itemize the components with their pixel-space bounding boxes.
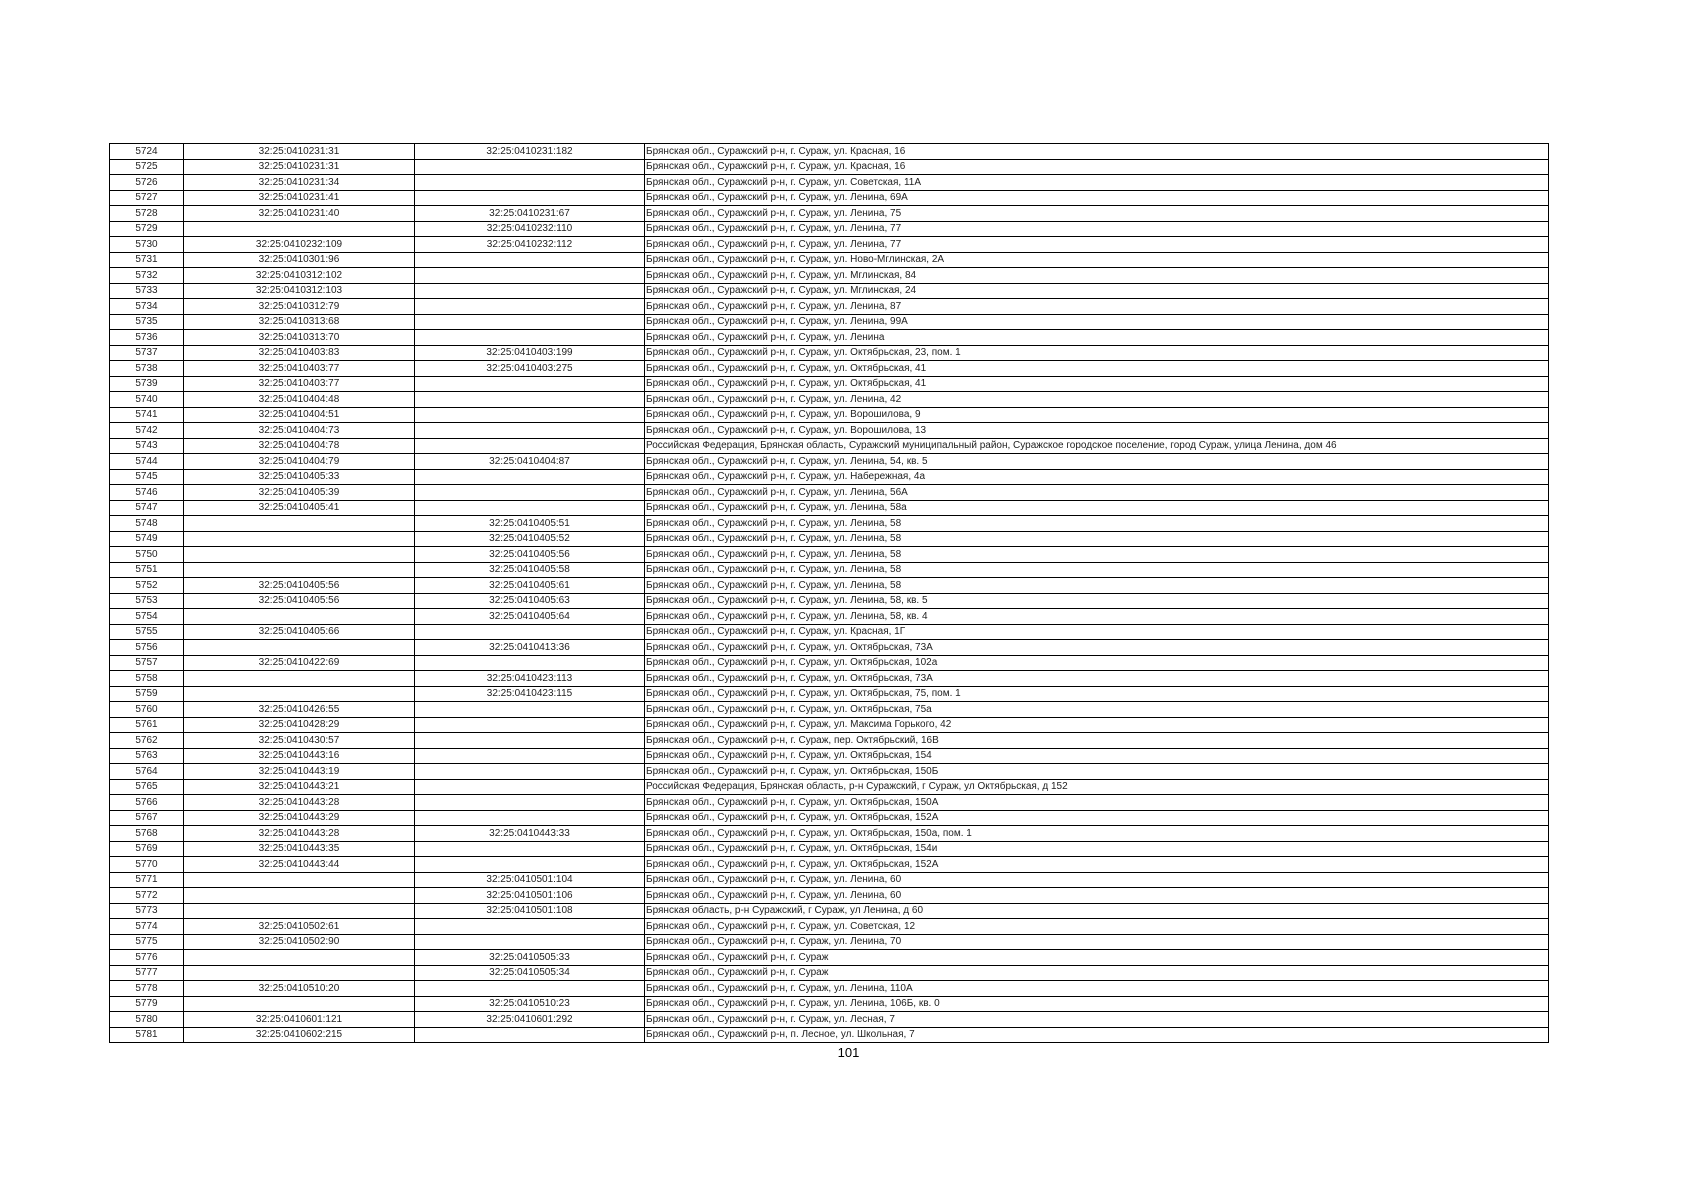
- row-number-cell: 5776: [110, 950, 184, 966]
- table-row: [110, 686, 1549, 702]
- object-cadastral-number-cell: [415, 764, 645, 780]
- address-cell: Брянская обл., Суражский р-н, г. Сураж, ул. Ленина, 58, кв. 5: [645, 593, 1549, 609]
- object-cadastral-number-cell: [415, 299, 645, 315]
- table-row: [110, 655, 1549, 671]
- land-cadastral-number-cell: 32:25:0410232:109: [184, 237, 415, 253]
- row-number-cell: 5761: [110, 717, 184, 733]
- object-cadastral-number-cell: 32:25:0410231:182: [415, 144, 645, 160]
- table-row: [110, 376, 1549, 392]
- address-cell: Брянская обл., Суражский р-н, г. Сураж, ул. Ленина, 106Б, кв. 0: [645, 996, 1549, 1012]
- object-cadastral-number-cell: [415, 500, 645, 516]
- object-cadastral-number-cell: 32:25:0410405:63: [415, 593, 645, 609]
- land-cadastral-number-cell: 32:25:0410312:103: [184, 283, 415, 299]
- land-cadastral-number-cell: [184, 671, 415, 687]
- object-cadastral-number-cell: 32:25:0410601:292: [415, 1012, 645, 1028]
- address-cell: Брянская обл., Суражский р-н, г. Сураж, ул. Максима Горького, 42: [645, 717, 1549, 733]
- object-cadastral-number-cell: [415, 423, 645, 439]
- address-cell: Брянская обл., Суражский р-н, г. Сураж, ул. Октябрьская, 102а: [645, 655, 1549, 671]
- object-cadastral-number-cell: [415, 748, 645, 764]
- row-number-cell: 5750: [110, 547, 184, 563]
- address-cell: Брянская обл., Суражский р-н, г. Сураж, ул. Мглинская, 84: [645, 268, 1549, 284]
- row-number-cell: 5727: [110, 190, 184, 206]
- row-number-cell: 5770: [110, 857, 184, 873]
- land-cadastral-number-cell: 32:25:0410405:39: [184, 485, 415, 501]
- table-row: [110, 423, 1549, 439]
- table-row: [110, 640, 1549, 656]
- object-cadastral-number-cell: 32:25:0410501:104: [415, 872, 645, 888]
- land-cadastral-number-cell: [184, 888, 415, 904]
- address-cell: Брянская обл., Суражский р-н, г. Сураж, ул. Советская, 12: [645, 919, 1549, 935]
- table-row: [110, 562, 1549, 578]
- row-number-cell: 5777: [110, 965, 184, 981]
- land-cadastral-number-cell: 32:25:0410443:35: [184, 841, 415, 857]
- row-number-cell: 5733: [110, 283, 184, 299]
- row-number-cell: 5743: [110, 438, 184, 454]
- table-row: [110, 888, 1549, 904]
- table-row: [110, 500, 1549, 516]
- object-cadastral-number-cell: [415, 733, 645, 749]
- address-cell: Брянская обл., Суражский р-н, г. Сураж, пер. Октябрьский, 16В: [645, 733, 1549, 749]
- table-row: [110, 810, 1549, 826]
- land-cadastral-number-cell: 32:25:0410405:33: [184, 469, 415, 485]
- table-row: [110, 702, 1549, 718]
- land-cadastral-number-cell: 32:25:0410502:61: [184, 919, 415, 935]
- address-cell: Брянская обл., Суражский р-н, г. Сураж, ул. Ленина, 99А: [645, 314, 1549, 330]
- land-cadastral-number-cell: 32:25:0410313:70: [184, 330, 415, 346]
- table-row: [110, 919, 1549, 935]
- land-cadastral-number-cell: 32:25:0410404:73: [184, 423, 415, 439]
- table-row: [110, 361, 1549, 377]
- object-cadastral-number-cell: [415, 810, 645, 826]
- land-cadastral-number-cell: [184, 872, 415, 888]
- address-cell: Брянская обл., Суражский р-н, г. Сураж, ул. Октябрьская, 41: [645, 361, 1549, 377]
- row-number-cell: 5754: [110, 609, 184, 625]
- address-cell: Брянская обл., Суражский р-н, г. Сураж, ул. Октябрьская, 152А: [645, 857, 1549, 873]
- object-cadastral-number-cell: 32:25:0410501:108: [415, 903, 645, 919]
- table-row: [110, 872, 1549, 888]
- row-number-cell: 5772: [110, 888, 184, 904]
- object-cadastral-number-cell: 32:25:0410404:87: [415, 454, 645, 470]
- land-cadastral-number-cell: 32:25:0410443:19: [184, 764, 415, 780]
- table-row: [110, 252, 1549, 268]
- table-row: [110, 190, 1549, 206]
- table-row: [110, 516, 1549, 532]
- object-cadastral-number-cell: 32:25:0410443:33: [415, 826, 645, 842]
- land-cadastral-number-cell: [184, 221, 415, 237]
- object-cadastral-number-cell: 32:25:0410501:106: [415, 888, 645, 904]
- row-number-cell: 5747: [110, 500, 184, 516]
- land-cadastral-number-cell: 32:25:0410426:55: [184, 702, 415, 718]
- address-cell: Брянская обл., Суражский р-н, г. Сураж, ул. Советская, 11А: [645, 175, 1549, 191]
- row-number-cell: 5752: [110, 578, 184, 594]
- row-number-cell: 5741: [110, 407, 184, 423]
- land-cadastral-number-cell: [184, 609, 415, 625]
- table-row: [110, 857, 1549, 873]
- table-row: [110, 795, 1549, 811]
- object-cadastral-number-cell: 32:25:0410505:34: [415, 965, 645, 981]
- object-cadastral-number-cell: 32:25:0410231:67: [415, 206, 645, 222]
- object-cadastral-number-cell: [415, 376, 645, 392]
- table-row: [110, 826, 1549, 842]
- address-cell: Брянская обл., Суражский р-н, г. Сураж, ул. Ленина, 110А: [645, 981, 1549, 997]
- table-row: [110, 392, 1549, 408]
- land-cadastral-number-cell: [184, 531, 415, 547]
- address-cell: Брянская обл., Суражский р-н, г. Сураж, ул. Ленина, 58: [645, 562, 1549, 578]
- address-cell: Брянская обл., Суражский р-н, г. Сураж, ул. Октябрьская, 154и: [645, 841, 1549, 857]
- land-cadastral-number-cell: 32:25:0410404:51: [184, 407, 415, 423]
- address-cell: Брянская обл., Суражский р-н, г. Сураж, ул. Ленина, 56А: [645, 485, 1549, 501]
- object-cadastral-number-cell: 32:25:0410505:33: [415, 950, 645, 966]
- page-number: 101: [837, 1045, 860, 1060]
- row-number-cell: 5745: [110, 469, 184, 485]
- land-cadastral-number-cell: 32:25:0410443:28: [184, 795, 415, 811]
- table-row: [110, 733, 1549, 749]
- table-row: [110, 345, 1549, 361]
- address-cell: Брянская обл., Суражский р-н, г. Сураж, ул. Ворошилова, 9: [645, 407, 1549, 423]
- table-row: [110, 469, 1549, 485]
- object-cadastral-number-cell: [415, 779, 645, 795]
- land-cadastral-number-cell: 32:25:0410443:28: [184, 826, 415, 842]
- row-number-cell: 5731: [110, 252, 184, 268]
- address-cell: Брянская обл., Суражский р-н, г. Сураж, ул. Ленина, 77: [645, 237, 1549, 253]
- table-row: [110, 1012, 1549, 1028]
- row-number-cell: 5729: [110, 221, 184, 237]
- object-cadastral-number-cell: [415, 438, 645, 454]
- address-cell: Брянская обл., Суражский р-н, г. Сураж, ул. Ленина, 87: [645, 299, 1549, 315]
- land-cadastral-number-cell: 32:25:0410231:40: [184, 206, 415, 222]
- object-cadastral-number-cell: 32:25:0410403:275: [415, 361, 645, 377]
- address-cell: Брянская обл., Суражский р-н, г. Сураж, ул. Октябрьская, 154: [645, 748, 1549, 764]
- address-cell: Брянская обл., Суражский р-н, г. Сураж, ул. Мглинская, 24: [645, 283, 1549, 299]
- table-row: [110, 407, 1549, 423]
- row-number-cell: 5726: [110, 175, 184, 191]
- address-cell: Брянская обл., Суражский р-н, г. Сураж, ул. Ленина, 58: [645, 516, 1549, 532]
- table-row: [110, 531, 1549, 547]
- object-cadastral-number-cell: 32:25:0410232:112: [415, 237, 645, 253]
- land-cadastral-number-cell: 32:25:0410312:102: [184, 268, 415, 284]
- land-cadastral-number-cell: 32:25:0410404:79: [184, 454, 415, 470]
- row-number-cell: 5738: [110, 361, 184, 377]
- address-cell: Брянская обл., Суражский р-н, г. Сураж, ул. Октябрьская, 152А: [645, 810, 1549, 826]
- table-row: [110, 981, 1549, 997]
- object-cadastral-number-cell: [415, 857, 645, 873]
- address-cell: Брянская обл., Суражский р-н, г. Сураж, ул. Октябрьская, 73А: [645, 640, 1549, 656]
- table-body: [110, 144, 1549, 1043]
- object-cadastral-number-cell: 32:25:0410403:199: [415, 345, 645, 361]
- land-cadastral-number-cell: 32:25:0410403:77: [184, 361, 415, 377]
- address-cell: Брянская обл., Суражский р-н, г. Сураж, ул. Набережная, 4а: [645, 469, 1549, 485]
- table-row: [110, 237, 1549, 253]
- address-cell: Брянская обл., Суражский р-н, г. Сураж, ул. Ленина, 60: [645, 872, 1549, 888]
- row-number-cell: 5764: [110, 764, 184, 780]
- table-row: [110, 206, 1549, 222]
- address-cell: Брянская обл., Суражский р-н, г. Сураж, ул. Лесная, 7: [645, 1012, 1549, 1028]
- address-cell: Брянская обл., Суражский р-н, г. Сураж, ул. Ленина, 77: [645, 221, 1549, 237]
- row-number-cell: 5746: [110, 485, 184, 501]
- object-cadastral-number-cell: 32:25:0410413:36: [415, 640, 645, 656]
- object-cadastral-number-cell: [415, 1027, 645, 1043]
- table-row: [110, 438, 1549, 454]
- address-cell: Брянская обл., Суражский р-н, г. Сураж: [645, 950, 1549, 966]
- row-number-cell: 5748: [110, 516, 184, 532]
- object-cadastral-number-cell: [415, 330, 645, 346]
- address-cell: Брянская обл., Суражский р-н, г. Сураж, ул. Ленина, 58а: [645, 500, 1549, 516]
- table-row: [110, 268, 1549, 284]
- row-number-cell: 5766: [110, 795, 184, 811]
- row-number-cell: 5735: [110, 314, 184, 330]
- row-number-cell: 5737: [110, 345, 184, 361]
- row-number-cell: 5734: [110, 299, 184, 315]
- address-cell: Брянская обл., Суражский р-н, п. Лесное, ул. Школьная, 7: [645, 1027, 1549, 1043]
- table-row: [110, 903, 1549, 919]
- land-cadastral-number-cell: 32:25:0410405:41: [184, 500, 415, 516]
- address-cell: Брянская обл., Суражский р-н, г. Сураж, ул. Ленина, 60: [645, 888, 1549, 904]
- land-cadastral-number-cell: 32:25:0410443:21: [184, 779, 415, 795]
- object-cadastral-number-cell: [415, 981, 645, 997]
- land-cadastral-number-cell: [184, 965, 415, 981]
- address-cell: Брянская обл., Суражский р-н, г. Сураж, ул. Ленина, 58: [645, 547, 1549, 563]
- row-number-cell: 5767: [110, 810, 184, 826]
- land-cadastral-number-cell: 32:25:0410601:121: [184, 1012, 415, 1028]
- land-cadastral-number-cell: 32:25:0410443:44: [184, 857, 415, 873]
- address-cell: Брянская обл., Суражский р-н, г. Сураж, ул. Ленина, 58: [645, 578, 1549, 594]
- row-number-cell: 5768: [110, 826, 184, 842]
- row-number-cell: 5774: [110, 919, 184, 935]
- row-number-cell: 5755: [110, 624, 184, 640]
- land-cadastral-number-cell: 32:25:0410428:29: [184, 717, 415, 733]
- object-cadastral-number-cell: [415, 624, 645, 640]
- table-row: [110, 996, 1549, 1012]
- object-cadastral-number-cell: 32:25:0410405:56: [415, 547, 645, 563]
- object-cadastral-number-cell: [415, 702, 645, 718]
- table-row: [110, 609, 1549, 625]
- land-cadastral-number-cell: 32:25:0410404:78: [184, 438, 415, 454]
- land-cadastral-number-cell: 32:25:0410502:90: [184, 934, 415, 950]
- row-number-cell: 5762: [110, 733, 184, 749]
- row-number-cell: 5744: [110, 454, 184, 470]
- address-cell: Брянская обл., Суражский р-н, г. Сураж, ул. Ново-Мглинская, 2А: [645, 252, 1549, 268]
- table-row: [110, 717, 1549, 733]
- object-cadastral-number-cell: [415, 919, 645, 935]
- land-cadastral-number-cell: 32:25:0410313:68: [184, 314, 415, 330]
- object-cadastral-number-cell: 32:25:0410405:51: [415, 516, 645, 532]
- row-number-cell: 5740: [110, 392, 184, 408]
- row-number-cell: 5749: [110, 531, 184, 547]
- row-number-cell: 5780: [110, 1012, 184, 1028]
- table-row: [110, 299, 1549, 315]
- land-cadastral-number-cell: [184, 903, 415, 919]
- row-number-cell: 5736: [110, 330, 184, 346]
- object-cadastral-number-cell: [415, 795, 645, 811]
- object-cadastral-number-cell: [415, 283, 645, 299]
- table-row: [110, 578, 1549, 594]
- table-row: [110, 314, 1549, 330]
- land-cadastral-number-cell: [184, 686, 415, 702]
- table-row: [110, 1027, 1549, 1043]
- address-cell: Брянская обл., Суражский р-н, г. Сураж, ул. Ленина, 58, кв. 4: [645, 609, 1549, 625]
- address-cell: Брянская обл., Суражский р-н, г. Сураж, ул. Октябрьская, 75, пом. 1: [645, 686, 1549, 702]
- table-row: [110, 283, 1549, 299]
- table-row: [110, 671, 1549, 687]
- object-cadastral-number-cell: [415, 934, 645, 950]
- row-number-cell: 5742: [110, 423, 184, 439]
- object-cadastral-number-cell: [415, 469, 645, 485]
- table-row: [110, 547, 1549, 563]
- address-cell: Брянская обл., Суражский р-н, г. Сураж, ул. Красная, 1Г: [645, 624, 1549, 640]
- table-row: [110, 934, 1549, 950]
- address-cell: Брянская обл., Суражский р-н, г. Сураж, ул. Октябрьская, 73А: [645, 671, 1549, 687]
- land-cadastral-number-cell: 32:25:0410403:77: [184, 376, 415, 392]
- land-cadastral-number-cell: 32:25:0410443:29: [184, 810, 415, 826]
- address-cell: Брянская обл., Суражский р-н, г. Сураж, ул. Октябрьская, 23, пом. 1: [645, 345, 1549, 361]
- table-row: [110, 779, 1549, 795]
- address-cell: Брянская обл., Суражский р-н, г. Сураж, ул. Ленина, 42: [645, 392, 1549, 408]
- address-cell: Брянская обл., Суражский р-н, г. Сураж, ул. Ленина: [645, 330, 1549, 346]
- land-cadastral-number-cell: [184, 640, 415, 656]
- row-number-cell: 5728: [110, 206, 184, 222]
- row-number-cell: 5765: [110, 779, 184, 795]
- address-cell: Брянская обл., Суражский р-н, г. Сураж, ул. Октябрьская, 75а: [645, 702, 1549, 718]
- land-cadastral-number-cell: [184, 562, 415, 578]
- object-cadastral-number-cell: [415, 190, 645, 206]
- table-row: [110, 965, 1549, 981]
- table-row: [110, 950, 1549, 966]
- row-number-cell: 5760: [110, 702, 184, 718]
- object-cadastral-number-cell: 32:25:0410423:115: [415, 686, 645, 702]
- land-cadastral-number-cell: [184, 950, 415, 966]
- row-number-cell: 5763: [110, 748, 184, 764]
- address-cell: Брянская обл., Суражский р-н, г. Сураж, ул. Ленина, 54, кв. 5: [645, 454, 1549, 470]
- land-cadastral-number-cell: 32:25:0410405:56: [184, 578, 415, 594]
- land-cadastral-number-cell: 32:25:0410430:57: [184, 733, 415, 749]
- land-cadastral-number-cell: 32:25:0410403:83: [184, 345, 415, 361]
- table-row: [110, 175, 1549, 191]
- table-row: [110, 764, 1549, 780]
- address-cell: Брянская обл., Суражский р-н, г. Сураж, ул. Ворошилова, 13: [645, 423, 1549, 439]
- object-cadastral-number-cell: [415, 252, 645, 268]
- object-cadastral-number-cell: 32:25:0410405:61: [415, 578, 645, 594]
- row-number-cell: 5759: [110, 686, 184, 702]
- land-cadastral-number-cell: [184, 547, 415, 563]
- object-cadastral-number-cell: 32:25:0410510:23: [415, 996, 645, 1012]
- land-cadastral-number-cell: 32:25:0410231:31: [184, 159, 415, 175]
- row-number-cell: 5724: [110, 144, 184, 160]
- table-row: [110, 144, 1549, 160]
- address-cell: Российская Федерация, Брянская область, Суражский муниципальный район, Суражское городское поселение, город Сураж, улица Ленина, дом 46: [645, 438, 1549, 454]
- table-row: [110, 593, 1549, 609]
- object-cadastral-number-cell: [415, 268, 645, 284]
- address-cell: Брянская обл., Суражский р-н, г. Сураж, ул. Красная, 16: [645, 159, 1549, 175]
- land-cadastral-number-cell: 32:25:0410312:79: [184, 299, 415, 315]
- row-number-cell: 5773: [110, 903, 184, 919]
- row-number-cell: 5778: [110, 981, 184, 997]
- table-row: [110, 330, 1549, 346]
- row-number-cell: 5751: [110, 562, 184, 578]
- address-cell: Брянская обл., Суражский р-н, г. Сураж: [645, 965, 1549, 981]
- table-row: [110, 748, 1549, 764]
- land-cadastral-number-cell: [184, 516, 415, 532]
- land-cadastral-number-cell: 32:25:0410422:69: [184, 655, 415, 671]
- land-cadastral-number-cell: 32:25:0410301:96: [184, 252, 415, 268]
- object-cadastral-number-cell: 32:25:0410423:113: [415, 671, 645, 687]
- address-cell: Российская Федерация, Брянская область, р-н Суражский, г Сураж, ул Октябрьская, д 152: [645, 779, 1549, 795]
- object-cadastral-number-cell: [415, 175, 645, 191]
- object-cadastral-number-cell: [415, 314, 645, 330]
- address-cell: Брянская обл., Суражский р-н, г. Сураж, ул. Октябрьская, 150а, пом. 1: [645, 826, 1549, 842]
- object-cadastral-number-cell: [415, 655, 645, 671]
- land-cadastral-number-cell: 32:25:0410443:16: [184, 748, 415, 764]
- object-cadastral-number-cell: [415, 392, 645, 408]
- row-number-cell: 5769: [110, 841, 184, 857]
- address-cell: Брянская обл., Суражский р-н, г. Сураж, ул. Ленина, 70: [645, 934, 1549, 950]
- object-cadastral-number-cell: 32:25:0410405:58: [415, 562, 645, 578]
- object-cadastral-number-cell: 32:25:0410405:52: [415, 531, 645, 547]
- table-row: [110, 624, 1549, 640]
- table-row: [110, 454, 1549, 470]
- land-cadastral-number-cell: [184, 996, 415, 1012]
- row-number-cell: 5756: [110, 640, 184, 656]
- row-number-cell: 5779: [110, 996, 184, 1012]
- land-cadastral-number-cell: 32:25:0410405:66: [184, 624, 415, 640]
- land-cadastral-number-cell: 32:25:0410510:20: [184, 981, 415, 997]
- land-cadastral-number-cell: 32:25:0410405:56: [184, 593, 415, 609]
- land-cadastral-number-cell: 32:25:0410231:34: [184, 175, 415, 191]
- land-cadastral-number-cell: 32:25:0410404:48: [184, 392, 415, 408]
- object-cadastral-number-cell: [415, 841, 645, 857]
- land-cadastral-number-cell: 32:25:0410231:31: [184, 144, 415, 160]
- property-register-table: [109, 143, 1549, 1043]
- address-cell: Брянская обл., Суражский р-н, г. Сураж, ул. Октябрьская, 150Б: [645, 764, 1549, 780]
- land-cadastral-number-cell: 32:25:0410602:215: [184, 1027, 415, 1043]
- table-row: [110, 841, 1549, 857]
- row-number-cell: 5757: [110, 655, 184, 671]
- object-cadastral-number-cell: [415, 485, 645, 501]
- row-number-cell: 5739: [110, 376, 184, 392]
- object-cadastral-number-cell: 32:25:0410232:110: [415, 221, 645, 237]
- table-row: [110, 221, 1549, 237]
- row-number-cell: 5758: [110, 671, 184, 687]
- address-cell: Брянская обл., Суражский р-н, г. Сураж, ул. Октябрьская, 150А: [645, 795, 1549, 811]
- table-row: [110, 159, 1549, 175]
- row-number-cell: 5732: [110, 268, 184, 284]
- object-cadastral-number-cell: [415, 407, 645, 423]
- object-cadastral-number-cell: 32:25:0410405:64: [415, 609, 645, 625]
- row-number-cell: 5771: [110, 872, 184, 888]
- address-cell: Брянская область, р-н Суражский, г Сураж, ул Ленина, д 60: [645, 903, 1549, 919]
- row-number-cell: 5781: [110, 1027, 184, 1043]
- row-number-cell: 5753: [110, 593, 184, 609]
- object-cadastral-number-cell: [415, 159, 645, 175]
- table-row: [110, 485, 1549, 501]
- address-cell: Брянская обл., Суражский р-н, г. Сураж, ул. Октябрьская, 41: [645, 376, 1549, 392]
- land-cadastral-number-cell: 32:25:0410231:41: [184, 190, 415, 206]
- row-number-cell: 5725: [110, 159, 184, 175]
- object-cadastral-number-cell: [415, 717, 645, 733]
- row-number-cell: 5730: [110, 237, 184, 253]
- row-number-cell: 5775: [110, 934, 184, 950]
- address-cell: Брянская обл., Суражский р-н, г. Сураж, ул. Ленина, 58: [645, 531, 1549, 547]
- address-cell: Брянская обл., Суражский р-н, г. Сураж, ул. Красная, 16: [645, 144, 1549, 160]
- address-cell: Брянская обл., Суражский р-н, г. Сураж, ул. Ленина, 69А: [645, 190, 1549, 206]
- address-cell: Брянская обл., Суражский р-н, г. Сураж, ул. Ленина, 75: [645, 206, 1549, 222]
